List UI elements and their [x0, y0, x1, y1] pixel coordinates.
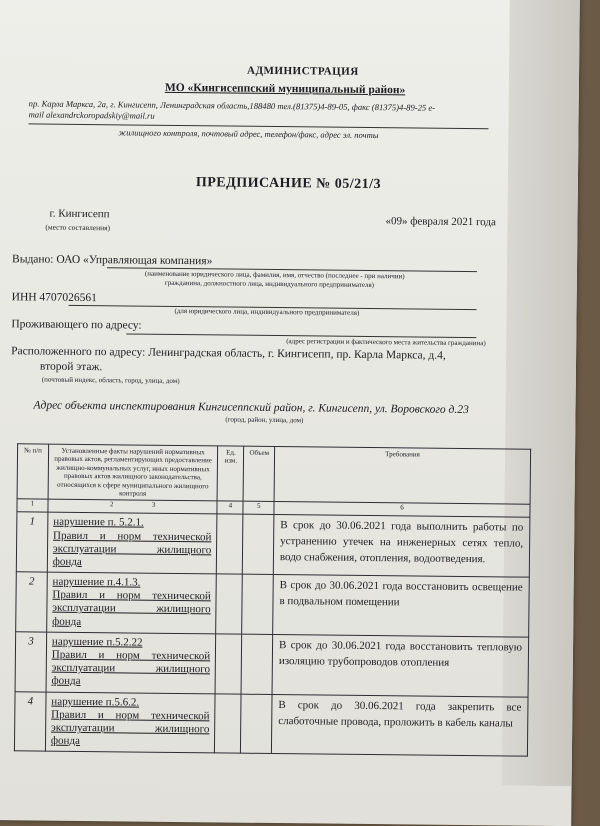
- table-row: [14, 691, 528, 756]
- violation-tail: фонда: [52, 615, 82, 628]
- address-line: пр. Карла Маркса, 2а, г. Кингисепп, Ленинградская область,188480 тел.(81375)4-89-05, факс (81375)4-89-25 е-: [28, 98, 436, 113]
- living-caption: (адрес регистрации и фактического места жительства гражданина): [286, 337, 486, 348]
- object-address: Адрес объекта инспектирования Кингисеппский район, г. Кингисепп, ул. Воровского д.23: [33, 399, 469, 417]
- volume-cell: [241, 634, 272, 694]
- violation-tail: фонда: [50, 734, 80, 748]
- violation-body: Правил и норм технической эксплуатации жилищного: [51, 648, 211, 676]
- issued-to: Выдано: ОАО «Управляющая компания»: [12, 253, 213, 268]
- header-facts: Установленные факты нарушений нормативных правовых актов, регламентирующих предоставление жилищно-коммунальных услуг, иных нормативных правовых актов жилищного законодательства, относящихся к сфере муниципального жилищного контроля: [48, 444, 218, 501]
- object-caption: (город, район, улица, дом): [225, 415, 304, 425]
- violation-body: Правил и норм технической эксплуатации жилищного: [51, 708, 210, 736]
- requirement-text: В срок до 30.06.2021 года восстановить освещение в подвальном помещении: [273, 575, 530, 637]
- violation-head: нарушение п. 5.2.1.: [53, 516, 144, 529]
- living-at: Проживающего по адресу:: [11, 318, 142, 332]
- issued-caption-2: гражданина, должностного лица, индивидуального предпринимателя): [164, 278, 375, 290]
- col-number: 6: [274, 502, 530, 518]
- requirement-text: В срок до 30.06.2021 года восстановить тепловую изоляцию трубопроводов отопления: [272, 634, 529, 696]
- unit-cell: [215, 634, 242, 694]
- violation-body: Правил и норм технической эксплуатации жилищного: [52, 588, 211, 616]
- issued-caption-1: (наименование юридического лица, фамилия, имя, отчество (последнее - при наличии): [144, 269, 405, 281]
- violation-fact: [47, 572, 217, 634]
- row-number: 4: [14, 691, 46, 751]
- row-number: 3: [15, 632, 47, 692]
- volume-cell: [243, 515, 274, 575]
- table-row: [16, 572, 530, 637]
- requirement-text: В срок до 30.06.2021 года закрепить все слаботочные провода, проложить в кабель каналы: [271, 694, 528, 756]
- municipality-name: МО «Кингисеппский муниципальный район»: [164, 81, 406, 97]
- header-unit: Ед. изм.: [217, 446, 244, 502]
- violation-body: Правил и норм технической эксплуатации жилищного: [52, 529, 212, 557]
- violation-head: нарушение п.5.2.22: [51, 635, 143, 649]
- volume-cell: [241, 694, 272, 754]
- row-number: 1: [16, 512, 48, 572]
- located-at: Расположенного по адресу: Ленинградская область, г. Кингисепп, пр. Карла Маркса, д.4,: [11, 345, 446, 362]
- located-at-floor: второй этаж.: [39, 360, 103, 374]
- row-number: 2: [16, 572, 48, 632]
- violation-head: нарушение п.5.6.2.: [51, 695, 140, 709]
- unit-cell: [217, 514, 244, 574]
- table-row: [15, 632, 529, 697]
- place-caption: (место составления): [45, 222, 111, 233]
- document-date: «09» февраля 2021 года: [385, 215, 496, 229]
- table-header-row: [17, 444, 531, 505]
- email-line: mail alexandrckoropadskiy@mail.ru: [28, 109, 155, 121]
- inn-caption: (для юридического лица, индивидуального предпринимателя): [174, 306, 360, 317]
- col-number: 5: [243, 502, 274, 515]
- header-num: № п/п: [17, 444, 48, 500]
- address-caption: жилищного контроля, почтовый адрес, телефон/факс, адрес эл. почты: [118, 127, 379, 141]
- place: г. Кингисепп: [49, 207, 110, 221]
- volume-cell: [242, 574, 273, 634]
- located-caption: (почтовый индекс, область, город, улица, дом): [41, 375, 180, 386]
- col-number: 4: [217, 501, 243, 514]
- requirement-text: В срок до 30.06.2021 года выполнить работы по устранению утечек на инженерных сетях тепло, водо снабжения, отопления, водоотведения.: [273, 515, 530, 577]
- col-number: 1: [17, 499, 48, 512]
- header-volume: Объем: [244, 446, 275, 502]
- header-requirements: Требования: [274, 447, 531, 505]
- table-row: [16, 512, 530, 577]
- unit-cell: [216, 574, 243, 634]
- violation-tail: фонда: [51, 675, 81, 688]
- violation-fact: [46, 632, 216, 694]
- violation-fact: [45, 692, 215, 754]
- requirements-table: [14, 443, 531, 757]
- administration-heading: АДМИНИСТРАЦИЯ: [247, 64, 359, 78]
- col-number-2: 2: [109, 500, 114, 509]
- violation-fact: [47, 512, 217, 574]
- violation-head: нарушение п.4.1.3.: [52, 575, 141, 589]
- col-number-3: 3: [151, 501, 156, 510]
- document-title: ПРЕДПИСАНИЕ № 05/21/3: [195, 175, 382, 193]
- inn: ИНН 4707026561: [11, 291, 98, 305]
- violation-tail: фонда: [52, 555, 82, 568]
- unit-cell: [215, 693, 242, 753]
